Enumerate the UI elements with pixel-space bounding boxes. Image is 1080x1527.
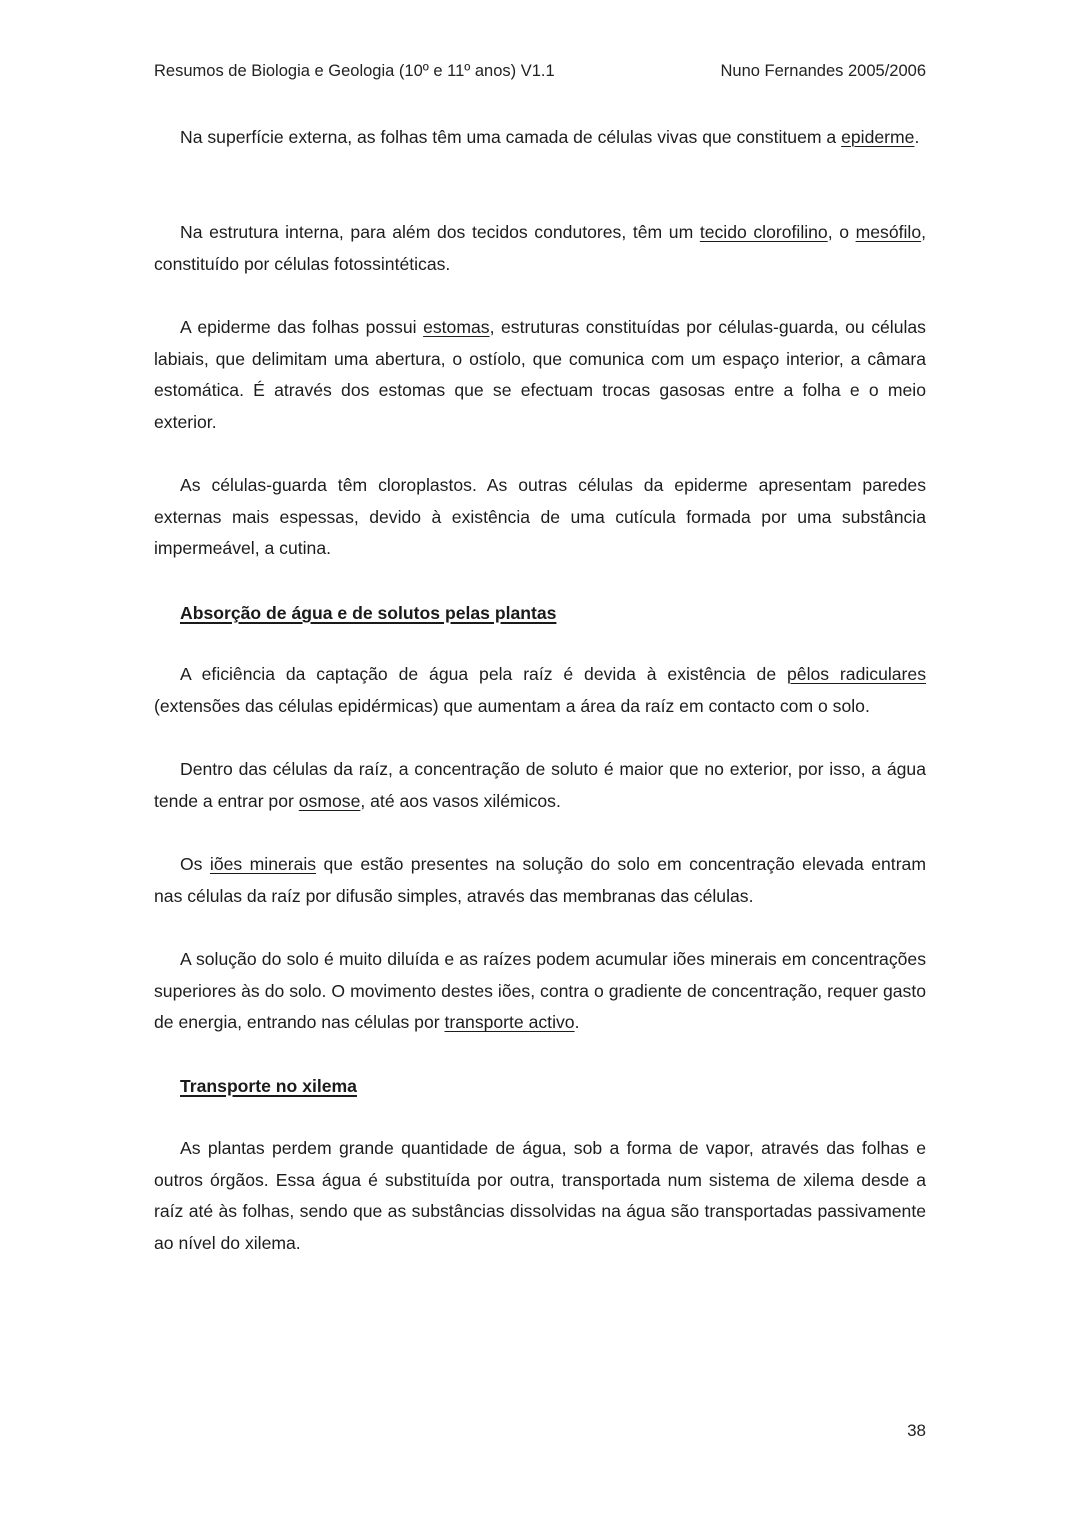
term-tecido-clorofilino: tecido clorofilino: [699, 222, 828, 242]
term-osmose: osmose: [298, 790, 361, 811]
term-pelos-radiculares: pêlos radiculares: [787, 664, 926, 684]
paragraph-celulas-guarda: As células-guarda têm cloroplastos. As outras células da epiderme apresentam paredes externas mais espessas, devido à existência de uma cutícula formada por uma substância impermeável, a cutina.: [154, 475, 926, 559]
section-heading-transporte-xilema: Transporte no xilema: [180, 1076, 357, 1096]
paragraph-transporte-activo: A solução do solo é muito diluída e as raízes podem acumular iões minerais em concentrações superiores às do solo. O movimento destes iões, contra o gradiente de concentração, requer gasto de energia, entrando nas células por transporte activo.: [154, 949, 926, 1033]
term-transporte-activo: transporte activo: [444, 1012, 575, 1033]
term-ioes-minerais: iões minerais: [209, 854, 317, 874]
paragraph-epiderme: Na superfície externa, as folhas têm uma camada de células vivas que constituem a epiderme.: [180, 127, 920, 147]
page-header: [154, 62, 926, 86]
paragraph-pelos-radiculares: A eficiência da captação de água pela raíz é devida à existência de pêlos radiculares (extensões das células epidérmicas) que aumentam a área da raíz em contacto com o solo.: [154, 664, 926, 716]
term-epiderme: epiderme: [841, 127, 915, 147]
header-title: Resumos de Biologia e Geologia (10º e 11º anos) V1.1: [154, 62, 555, 80]
header-author: Nuno Fernandes 2005/2006: [720, 62, 926, 80]
paragraph-estomas: A epiderme das folhas possui estomas, estruturas constituídas por células-guarda, ou células labiais, que delimitam uma abertura, o ostíolo, que comunica com um espaço interior, a câmara estomática. É através dos estomas que se efectuam trocas gasosas entre a folha e o meio exterior.: [154, 317, 926, 433]
section-heading-absorcao: Absorção de água e de solutos pelas plantas: [180, 603, 557, 623]
page-number: 38: [907, 1421, 926, 1440]
term-mesofilo: mesófilo: [855, 222, 922, 242]
paragraph-ioes-minerais: Os iões minerais que estão presentes na solução do solo em concentração elevada entram nas células da raíz por difusão simples, através das membranas das células.: [154, 854, 926, 906]
term-estomas: estomas: [423, 317, 490, 337]
paragraph-mesofilo: Na estrutura interna, para além dos tecidos condutores, têm um tecido clorofilino, o mesófilo, constituído por células fotossintéticas.: [154, 222, 926, 274]
paragraph-xilema: As plantas perdem grande quantidade de água, sob a forma de vapor, através das folhas e outros órgãos. Essa água é substituída por outra, transportada num sistema de xilema desde a raíz até às folhas, sendo que as substâncias dissolvidas na água são transportadas passivamente ao nível do xilema.: [154, 1138, 926, 1254]
paragraph-osmose: Dentro das células da raíz, a concentração de soluto é maior que no exterior, por isso, a água tende a entrar por osmose, até aos vasos xilémicos.: [154, 759, 926, 811]
